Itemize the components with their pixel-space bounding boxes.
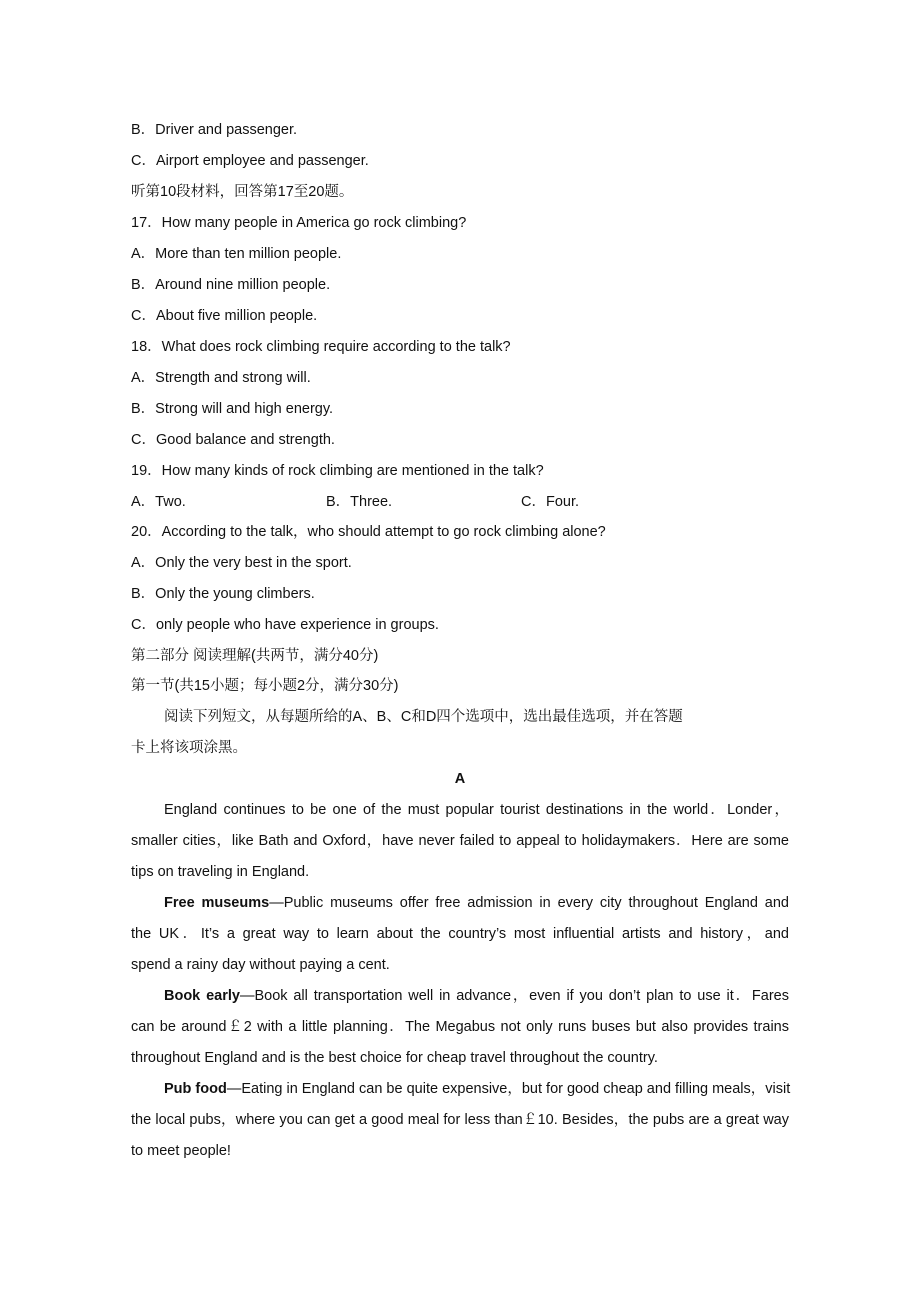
tip-text: can be around￡2 with a little planning．The Megabus not only runs buses but also provides trains <box>131 1019 789 1035</box>
tip-book-early <box>131 981 789 1012</box>
tip-text: spend a rainy day without paying a cent. <box>131 957 390 973</box>
tip-heading: Book early <box>164 988 240 1004</box>
tip-text: —Eating in England can be quite expensive，but for good cheap and filling meals，visit <box>226 1081 791 1097</box>
q19-option-c: C．Four. <box>521 494 580 510</box>
tip-text: —Book all transportation well in advance，even if you don’t plan to use it．Fares <box>239 988 789 1004</box>
q18-option-c: C．Good balance and strength. <box>131 432 335 448</box>
tip-free-museums <box>131 888 789 919</box>
passage-title: A <box>454 771 466 787</box>
tip-heading: Free museums <box>164 895 270 911</box>
section-heading: 第一节(共15小题；每小题2分，满分30分) <box>131 678 399 694</box>
tip-text: the local pubs，where you can get a good meal for less than￡10. Besides，the pubs are a great way <box>131 1112 789 1128</box>
q19-option-b: B．Three. <box>326 494 393 510</box>
intro-line: tips on traveling in England. <box>131 864 310 880</box>
q17-option-c: C．About five million people. <box>131 308 318 324</box>
tip-text: to meet people! <box>131 1143 231 1159</box>
q17-question: 17．How many people in America go rock climbing? <box>131 215 467 231</box>
q17-option-b: B．Around nine million people. <box>131 277 331 293</box>
instructions-line: 卡上将该项涂黑。 <box>131 740 247 756</box>
q19-question: 19．How many kinds of rock climbing are mentioned in the talk? <box>131 463 544 479</box>
section-heading: 听第10段材料，回答第17至20题。 <box>131 184 354 200</box>
part-heading: 第二部分 阅读理解(共两节，满分40分) <box>131 648 379 664</box>
tip-text: the UK．It’s a great way to learn about the country’s most influential artists and history，and <box>131 926 789 942</box>
q19-option-a: A．Two. <box>131 494 186 510</box>
q18-option-a: A．Strength and strong will. <box>131 370 311 386</box>
q20-option-b: B．Only the young climbers. <box>131 586 315 602</box>
q17-option-a: A．More than ten million people. <box>131 246 342 262</box>
q19-options <box>131 487 789 518</box>
q18-question: 18．What does rock climbing require according to the talk? <box>131 339 511 355</box>
q20-option-a: A．Only the very best in the sport. <box>131 555 352 571</box>
tip-text: throughout England and is the best choice for cheap travel throughout the country. <box>131 1050 658 1066</box>
tip-text: —Public museums offer free admission in every city throughout England and <box>269 895 789 911</box>
instructions-line: 阅读下列短文，从每题所给的A、B、C和D四个选项中，选出最佳选项，并在答题 <box>164 709 683 725</box>
q20-option-c: C．only people who have experience in groups. <box>131 617 439 633</box>
intro-line: England continues to be one of the must popular tourist destinations in the world．Londer， <box>164 802 789 818</box>
intro-line: smaller cities，like Bath and Oxford，have never failed to appeal to holidaymakers．Here are some <box>131 833 789 849</box>
q18-option-b: B．Strong will and high energy. <box>131 401 334 417</box>
q16-option-c: C．Airport employee and passenger. <box>131 153 369 169</box>
tip-heading: Pub food <box>164 1081 227 1097</box>
tip-pub-food <box>131 1074 789 1105</box>
q20-question: 20．According to the talk，who should attempt to go rock climbing alone? <box>131 524 606 540</box>
q16-option-b: B．Driver and passenger. <box>131 122 298 138</box>
